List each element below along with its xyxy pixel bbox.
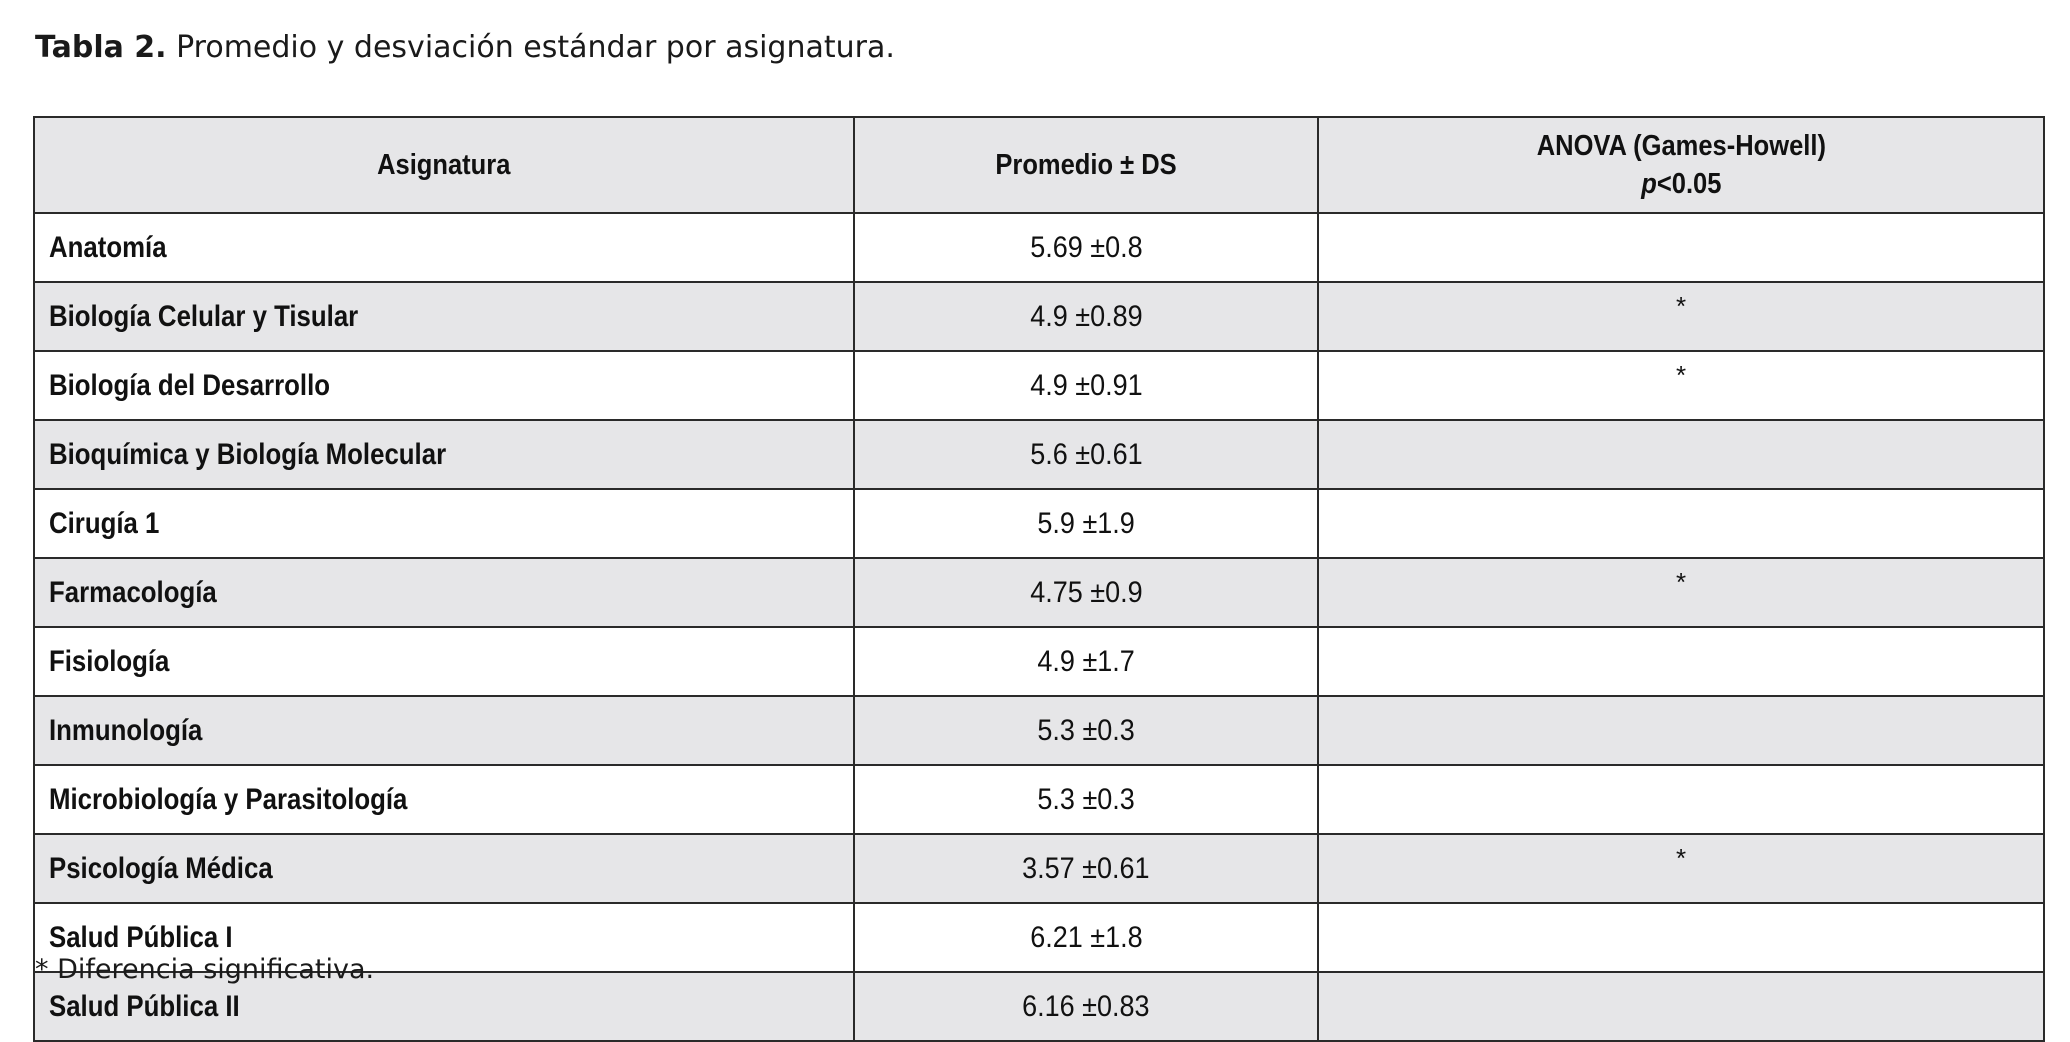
significance-cell: * bbox=[1318, 558, 2044, 627]
significance-cell bbox=[1318, 972, 2044, 1041]
table-row bbox=[34, 282, 2044, 351]
caption-label: Tabla 2. bbox=[35, 30, 167, 65]
significance-cell bbox=[1318, 489, 2044, 558]
mean-sd-cell: 5.3 ±0.3 bbox=[854, 765, 1318, 834]
footnote: * Diferencia significativa. bbox=[35, 954, 375, 985]
significance-cell bbox=[1318, 696, 2044, 765]
subject-cell: Salud Pública II bbox=[34, 972, 854, 1041]
table-row bbox=[34, 834, 2044, 903]
table-row bbox=[34, 489, 2044, 558]
table-row bbox=[34, 627, 2044, 696]
table-row bbox=[34, 696, 2044, 765]
table-header-row bbox=[34, 117, 2044, 213]
mean-sd-cell: 4.9 ±1.7 bbox=[854, 627, 1318, 696]
header-anova-title: ANOVA (Games-Howell) bbox=[1536, 130, 1826, 162]
subject-cell: Anatomía bbox=[34, 213, 854, 282]
header-mean: Promedio ± DS bbox=[854, 117, 1318, 213]
header-anova-threshold: p<0.05 bbox=[1640, 168, 1722, 200]
mean-sd-cell: 3.57 ±0.61 bbox=[854, 834, 1318, 903]
subject-cell: Biología del Desarrollo bbox=[34, 351, 854, 420]
mean-sd-cell: 5.69 ±0.8 bbox=[854, 213, 1318, 282]
subject-cell: Bioquímica y Biología Molecular bbox=[34, 420, 854, 489]
subject-cell: Salud Pública I bbox=[34, 903, 854, 972]
mean-sd-cell: 6.21 ±1.8 bbox=[854, 903, 1318, 972]
subject-cell: Biología Celular y Tisular bbox=[34, 282, 854, 351]
subject-cell: Farmacología bbox=[34, 558, 854, 627]
significance-cell: * bbox=[1318, 834, 2044, 903]
mean-sd-cell: 5.3 ±0.3 bbox=[854, 696, 1318, 765]
table-row bbox=[34, 213, 2044, 282]
table-body bbox=[34, 213, 2044, 1041]
significance-cell bbox=[1318, 627, 2044, 696]
significance-cell bbox=[1318, 765, 2044, 834]
significance-cell: * bbox=[1318, 351, 2044, 420]
header-subject: Asignatura bbox=[34, 117, 854, 213]
significance-cell bbox=[1318, 420, 2044, 489]
table-row bbox=[34, 351, 2044, 420]
table-caption bbox=[35, 30, 895, 65]
mean-sd-cell: 5.6 ±0.61 bbox=[854, 420, 1318, 489]
table-row bbox=[34, 765, 2044, 834]
mean-sd-cell: 4.9 ±0.91 bbox=[854, 351, 1318, 420]
mean-sd-cell: 4.9 ±0.89 bbox=[854, 282, 1318, 351]
mean-sd-cell: 6.16 ±0.83 bbox=[854, 972, 1318, 1041]
subject-cell: Psicología Médica bbox=[34, 834, 854, 903]
significance-cell bbox=[1318, 213, 2044, 282]
subject-cell: Inmunología bbox=[34, 696, 854, 765]
mean-sd-cell: 5.9 ±1.9 bbox=[854, 489, 1318, 558]
subject-cell: Microbiología y Parasitología bbox=[34, 765, 854, 834]
subject-cell: Cirugía 1 bbox=[34, 489, 854, 558]
subject-cell: Fisiología bbox=[34, 627, 854, 696]
mean-sd-cell: 4.75 ±0.9 bbox=[854, 558, 1318, 627]
statistics-table bbox=[33, 116, 2045, 1042]
significance-cell: * bbox=[1318, 282, 2044, 351]
caption-text: Promedio y desviación estándar por asignatura. bbox=[166, 30, 895, 65]
significance-cell bbox=[1318, 903, 2044, 972]
table-row bbox=[34, 420, 2044, 489]
table-row bbox=[34, 558, 2044, 627]
header-anova bbox=[1318, 117, 2044, 213]
